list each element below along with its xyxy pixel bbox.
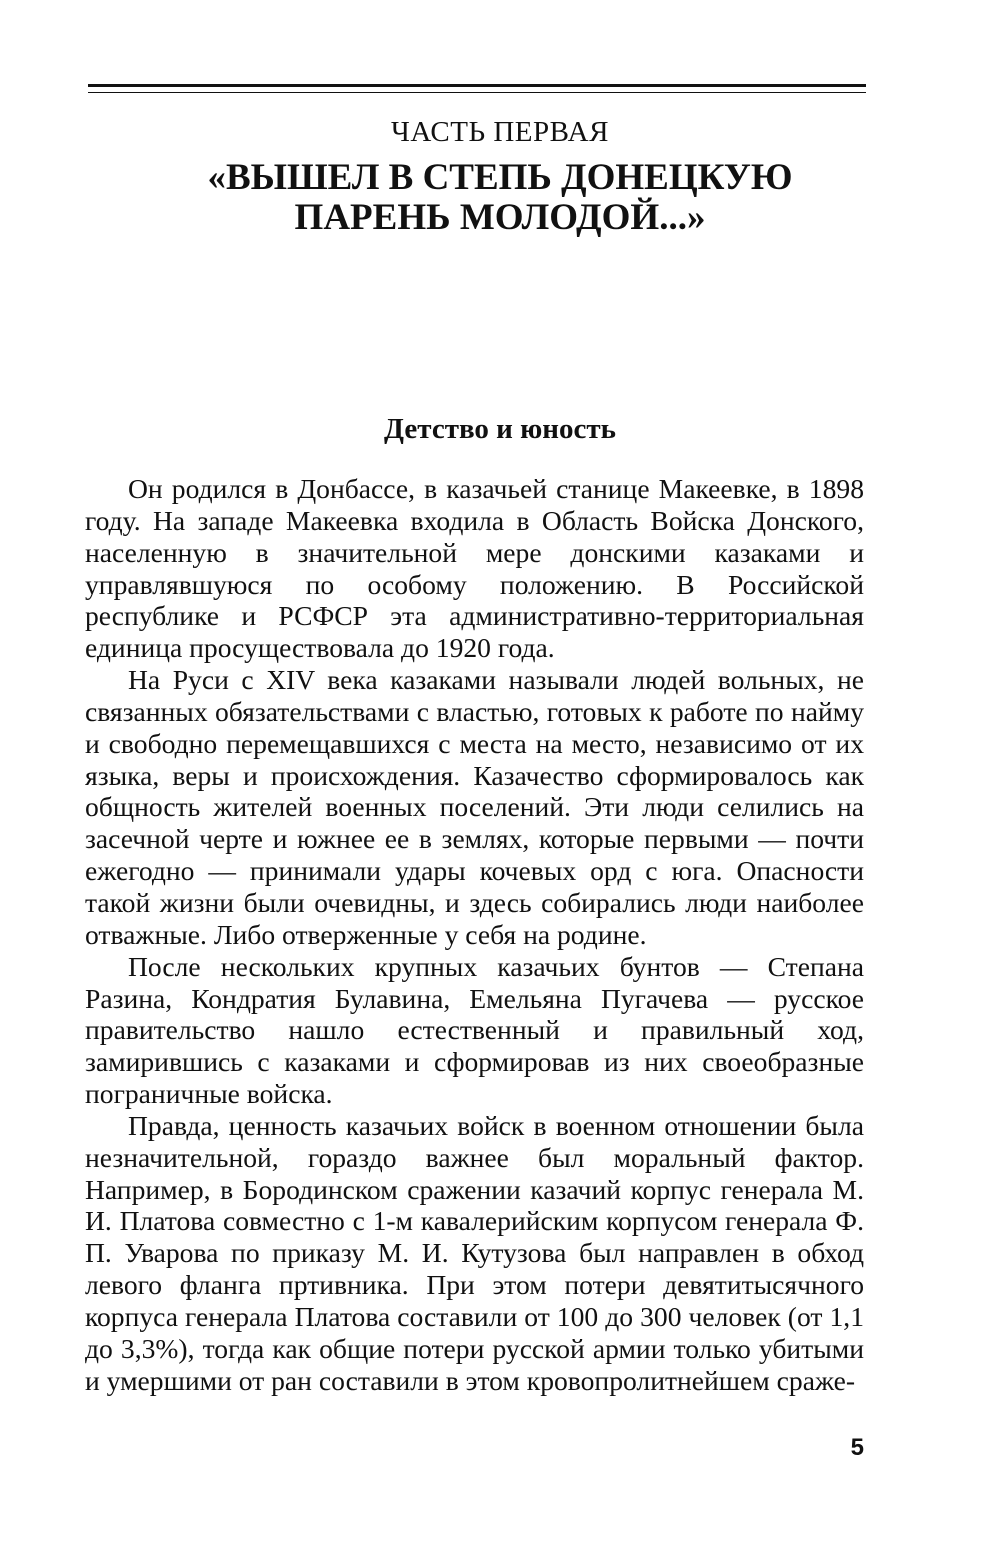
section-title: Детство и юность <box>384 413 616 445</box>
body-text <box>85 473 864 1396</box>
part-title-line-1: «ВЫШЕЛ В СТЕПЬ ДОНЕЦКУЮ <box>207 157 793 198</box>
header-rule-thin <box>88 92 866 93</box>
part-title-line-2: ПАРЕНЬ МОЛОДОЙ...» <box>294 197 706 238</box>
part-title <box>120 158 880 238</box>
header-rule-thick <box>88 84 866 87</box>
paragraph-1: Он родился в Донбассе, в казачьей станице Макеевке, в 1898 году. На западе Макеевка входила в Область Войска Донского, населенную в значительной мере донскими казаками и управлявшуюся по особому положению. В Российской республике и РСФСР эта административно-территориальная единица просуществовала до 1920 года. <box>85 473 864 664</box>
paragraph-2: На Руси с XIV века казаками называли людей вольных, не связанных обязательствами с властью, готовых к работе по найму и свободно перемещавшихся с места на место, независимо от их языка, веры и происхождения. Казачество сформировалось как общность жителей военных поселений. Эти люди селились на засечной черте и южнее ее в землях, которые первыми — почти ежегодно — принимали удары кочевых орд с юга. Опасности такой жизни были очевидны, и здесь собирались люди наиболее отважные. Либо отверженные у себя на родине. <box>85 664 864 950</box>
part-label: ЧАСТЬ ПЕРВАЯ <box>391 116 609 148</box>
page-number: 5 <box>850 1434 864 1461</box>
paragraph-4: Правда, ценность казачьих войск в военном отношении была незначительной, гораздо важнее был моральный фактор. Например, в Бородинском сражении казачий корпус генерала М. И. Платова совместно с 1-м кавалерийским корпусом генерала Ф. П. Уварова по приказу М. И. Кутузова был направлен в обход левого фланга пртивника. При этом потери девятитысячного корпуса генерала Платова составили от 100 до 300 человек (от 1,1 до 3,3%), тогда как общие потери русской армии только убитыми и умершими от ран составили в этом кровопролитнейшем сраже- <box>85 1109 864 1396</box>
paragraph-3: После нескольких крупных казачьих бунтов — Степана Разина, Кондратия Булавина, Емельяна Пугачева — русское правительство нашло естественный и правильный ход, замирившись с казаками и сформировав из них своеобразные пограничные войска. <box>85 950 864 1110</box>
